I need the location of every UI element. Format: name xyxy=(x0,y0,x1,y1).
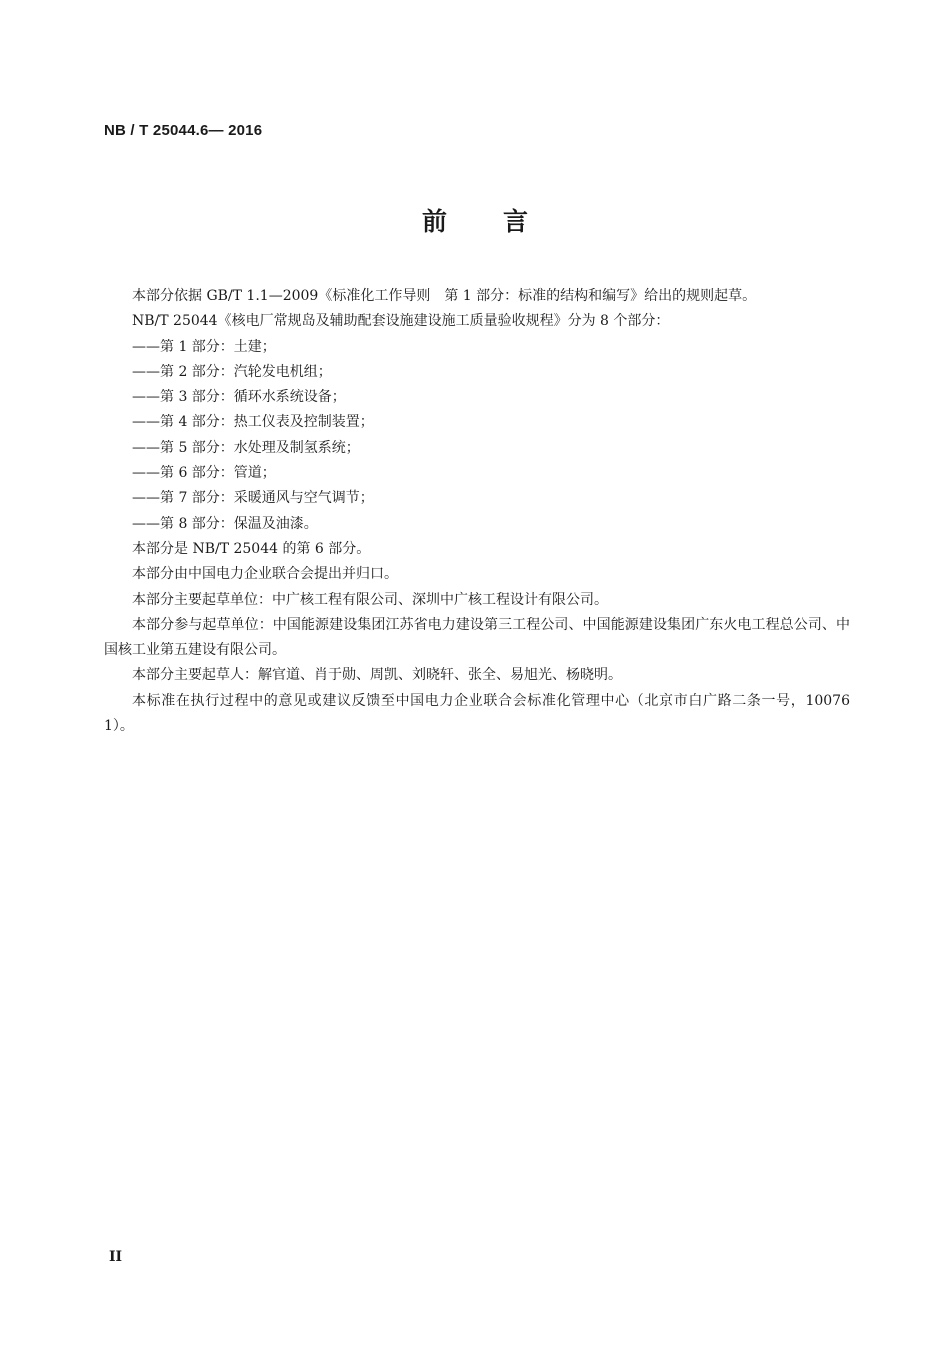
page-number: II xyxy=(109,1249,123,1265)
list-item-part-1: ——第 1 部分：土建； xyxy=(132,338,276,355)
paragraph-drafting-rules: 本部分依据 GB/T 1.1—2009《标准化工作导则 第 1 部分：标准的结构和编写》给出的规则起草。 xyxy=(132,288,757,304)
paragraph-main-drafters: 本部分主要起草人：解官道、肖于勋、周凯、刘晓轩、张全、易旭光、杨晓明。 xyxy=(132,667,622,684)
list-item-part-4: ——第 4 部分：热工仪表及控制装置； xyxy=(132,414,374,431)
paragraph-participating-drafters-org: 本部分参与起草单位：中国能源建设集团江苏省电力建设第三工程公司、中国能源建设集团广东火电工程总公司、中国核工业第五建设有限公司。 xyxy=(104,616,850,659)
paragraph-parts-intro: NB/T 25044《核电厂常规岛及辅助配套设施建设施工质量验收规程》分为 8 个部分： xyxy=(132,313,670,330)
paragraph-main-drafters-org: 本部分主要起草单位：中广核工程有限公司、深圳中广核工程设计有限公司。 xyxy=(132,591,608,608)
paragraph-feedback: 本标准在执行过程中的意见或建议反馈至中国电力企业联合会标准化管理中心（北京市白广路二条一号，100761）。 xyxy=(104,692,850,735)
list-item-part-7: ——第 7 部分：采暖通风与空气调节； xyxy=(132,490,374,507)
list-item-part-3: ——第 3 部分：循环水系统设备； xyxy=(132,389,346,406)
preface-body xyxy=(104,284,850,739)
parts-list xyxy=(104,335,850,537)
list-item-part-5: ——第 5 部分：水处理及制氢系统； xyxy=(132,439,360,456)
list-item-part-6: ——第 6 部分：管道； xyxy=(132,465,276,482)
list-item-part-8: ——第 8 部分：保温及油漆。 xyxy=(132,515,318,532)
page-title: 前言 xyxy=(421,207,584,236)
standard-number-header: NB / T 25044.6— 2016 xyxy=(104,122,263,139)
list-item-part-2: ——第 2 部分：汽轮发电机组； xyxy=(132,363,332,380)
paragraph-proposer: 本部分由中国电力企业联合会提出并归口。 xyxy=(132,566,398,583)
paragraph-part-number: 本部分是 NB/T 25044 的第 6 部分。 xyxy=(132,540,371,557)
